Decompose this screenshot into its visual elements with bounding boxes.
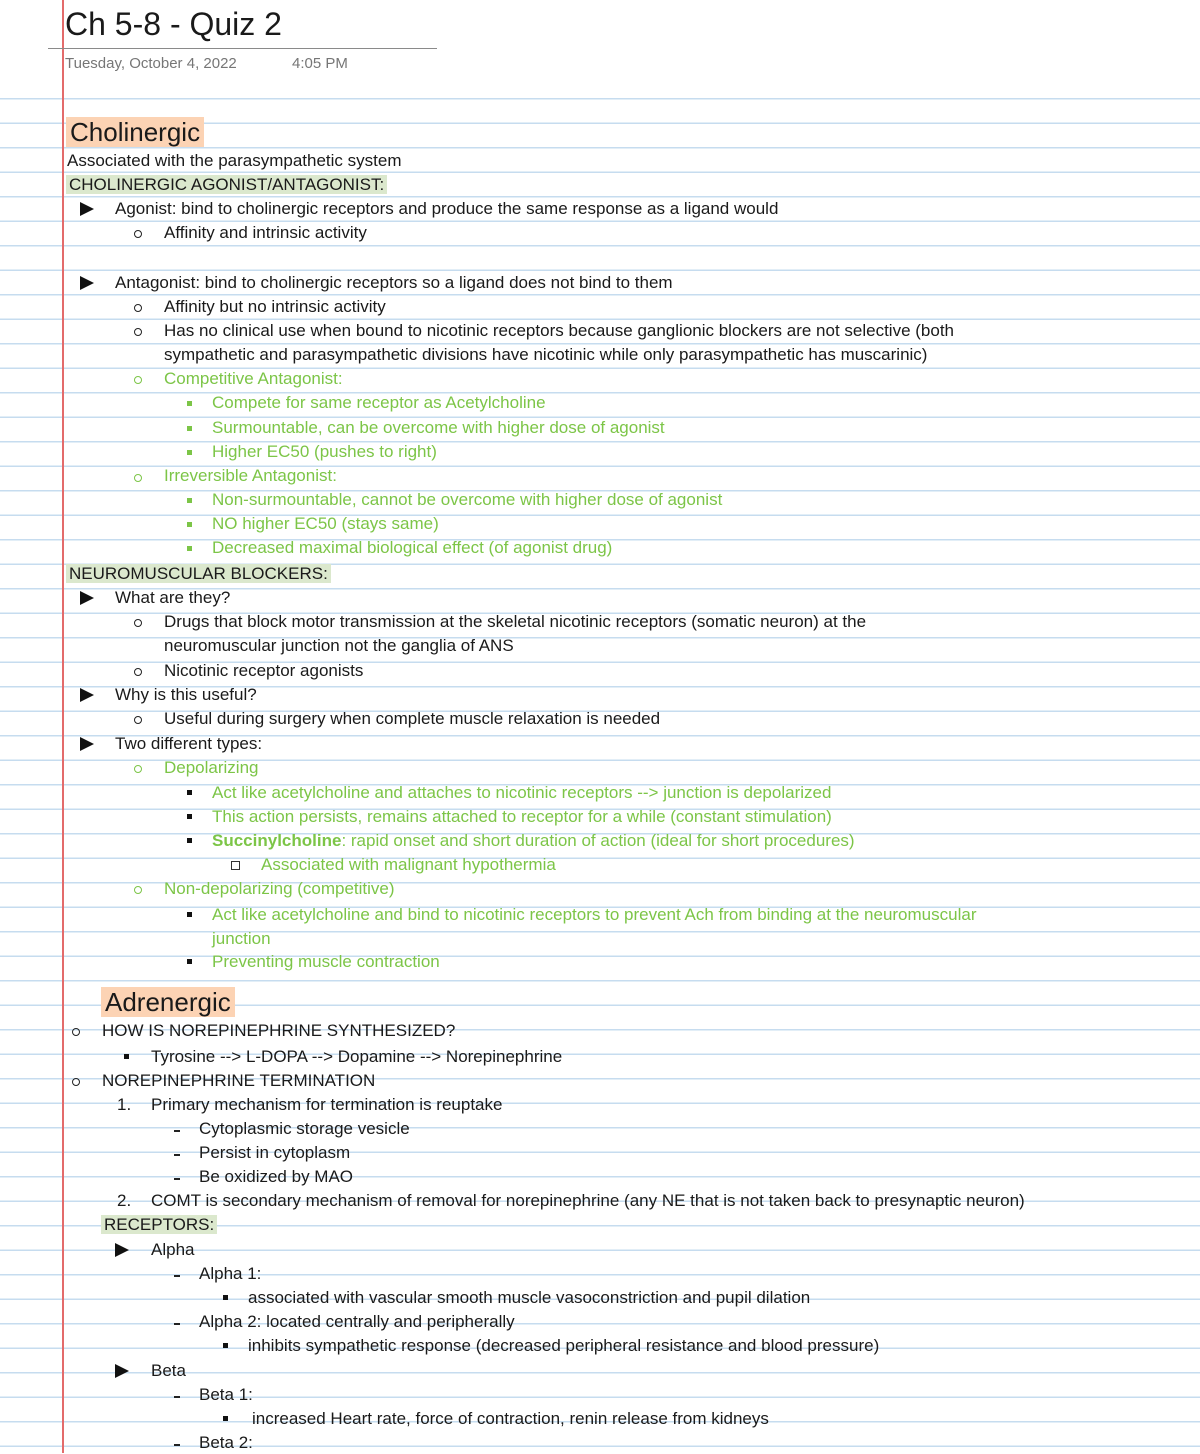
non-depolarizing-item: Act like acetylcholine and bind to nicotinic receptors to prevent Ach from binding at the neuromuscular xyxy=(212,905,977,924)
what-item-continued: neuromuscular junction not the ganglia of ANS xyxy=(164,636,514,655)
two-types: Two different types: xyxy=(115,734,263,753)
section-heading-cholinergic: Cholinergic xyxy=(66,116,204,148)
bullet-dash-icon xyxy=(174,1275,180,1277)
bullet-circle-icon xyxy=(72,1028,80,1036)
antagonist-item: Affinity but no intrinsic activity xyxy=(164,297,386,316)
bullet-arrow-icon xyxy=(115,1243,129,1257)
agonist-line: Agonist: bind to cholinergic receptors and produce the same response as a ligand would xyxy=(115,199,779,218)
bullet-square-icon xyxy=(187,522,192,527)
bullet-square-icon xyxy=(187,959,192,964)
what-are-they: What are they? xyxy=(115,588,231,607)
non-depolarizing: Non-depolarizing (competitive) xyxy=(164,879,395,898)
competitive-antagonist: Competitive Antagonist: xyxy=(164,369,343,388)
receptor-alpha-1: Alpha 1: xyxy=(199,1264,262,1283)
bullet-circle-icon xyxy=(72,1078,80,1086)
irreversible-item: Decreased maximal biological effect (of agonist drug) xyxy=(212,538,613,557)
bullet-open-square-icon xyxy=(231,861,240,870)
competitive-item: Compete for same receptor as Acetylcholine xyxy=(212,393,546,412)
bullet-square-icon xyxy=(124,1054,129,1059)
depolarizing-item: Act like acetylcholine and attaches to nicotinic receptors --> junction is depolarized xyxy=(212,783,832,802)
bullet-circle-icon xyxy=(134,328,142,336)
bullet-arrow-icon xyxy=(80,688,94,702)
receptor-beta: Beta xyxy=(151,1361,186,1380)
receptor-alpha-2-item: inhibits sympathetic response (decreased peripheral resistance and blood pressure) xyxy=(248,1336,880,1355)
what-item: Drugs that block motor transmission at the skeletal nicotinic receptors (somatic neuron) at the xyxy=(164,612,867,631)
receptor-beta-2: Beta 2: xyxy=(199,1433,253,1452)
bullet-square-icon xyxy=(223,1295,228,1300)
bullet-square-icon xyxy=(187,790,192,795)
title-underline xyxy=(48,48,437,49)
bullet-square-icon xyxy=(187,814,192,819)
subheading-receptors: RECEPTORS: xyxy=(101,1214,217,1236)
why-item: Useful during surgery when complete muscle relaxation is needed xyxy=(164,709,661,728)
antagonist-item-continued: sympathetic and parasympathetic divisions have nicotinic while only parasympathetic has muscarinic) xyxy=(164,345,928,364)
competitive-item: Surmountable, can be overcome with higher dose of agonist xyxy=(212,418,665,437)
bullet-square-icon xyxy=(187,838,192,843)
bullet-dash-icon xyxy=(174,1323,180,1325)
termination-heading: NOREPINEPHRINE TERMINATION xyxy=(102,1071,376,1090)
antagonist-item: Has no clinical use when bound to nicotinic receptors because ganglionic blockers are not selective (both xyxy=(164,321,955,340)
bullet-circle-icon xyxy=(134,886,142,894)
termination-item: COMT is secondary mechanism of removal for norepinephrine (any NE that is not taken back to presynaptic neuron) xyxy=(151,1191,1025,1210)
bullet-square-icon xyxy=(187,546,192,551)
irreversible-antagonist: Irreversible Antagonist: xyxy=(164,466,337,485)
list-number: 2. xyxy=(117,1191,132,1210)
bullet-circle-icon xyxy=(134,474,142,482)
bullet-square-icon xyxy=(187,912,192,917)
termination-subitem: Cytoplasmic storage vesicle xyxy=(199,1119,410,1138)
receptor-beta-1-item: increased Heart rate, force of contraction, renin release from kidneys xyxy=(252,1409,769,1428)
bullet-arrow-icon xyxy=(115,1364,129,1378)
bullet-dash-icon xyxy=(174,1130,180,1132)
termination-subitem: Persist in cytoplasm xyxy=(199,1143,351,1162)
section-heading-adrenergic: Adrenergic xyxy=(101,986,235,1018)
irreversible-item: Non-surmountable, cannot be overcome with higher dose of agonist xyxy=(212,490,723,509)
margin-line xyxy=(62,0,64,1453)
competitive-item: Higher EC50 (pushes to right) xyxy=(212,442,437,461)
bullet-arrow-icon xyxy=(80,276,94,290)
note-date: Tuesday, October 4, 2022 xyxy=(65,55,237,72)
receptor-alpha-2: Alpha 2: located centrally and peripherally xyxy=(199,1312,515,1331)
subheading-agonist-antagonist: CHOLINERGIC AGONIST/ANTAGONIST: xyxy=(66,174,387,196)
why-useful: Why is this useful? xyxy=(115,685,257,704)
what-item: Nicotinic receptor agonists xyxy=(164,661,364,680)
subheading-neuromuscular-blockers: NEUROMUSCULAR BLOCKERS: xyxy=(66,563,331,585)
bullet-dash-icon xyxy=(174,1396,180,1398)
bullet-square-icon xyxy=(223,1343,228,1348)
agonist-item: Affinity and intrinsic activity xyxy=(164,223,367,242)
bullet-arrow-icon xyxy=(80,737,94,751)
bullet-circle-icon xyxy=(134,765,142,773)
receptor-alpha-1-item: associated with vascular smooth muscle vasoconstriction and pupil dilation xyxy=(248,1288,811,1307)
termination-subitem: Be oxidized by MAO xyxy=(199,1167,354,1186)
bullet-square-icon xyxy=(187,426,192,431)
bullet-dash-icon xyxy=(174,1444,180,1446)
bullet-dash-icon xyxy=(174,1154,180,1156)
bullet-circle-icon xyxy=(134,619,142,627)
non-depolarizing-item-continued: junction xyxy=(212,929,271,948)
bullet-arrow-icon xyxy=(80,591,94,605)
receptor-beta-1: Beta 1: xyxy=(199,1385,253,1404)
page-title[interactable]: Ch 5-8 - Quiz 2 xyxy=(65,6,282,42)
irreversible-item: NO higher EC50 (stays same) xyxy=(212,514,439,533)
bullet-square-icon xyxy=(187,401,192,406)
bullet-circle-icon xyxy=(134,230,142,238)
bullet-circle-icon xyxy=(134,716,142,724)
non-depolarizing-item: Preventing muscle contraction xyxy=(212,952,440,971)
depolarizing-item: Succinylcholine: rapid onset and short duration of action (ideal for short procedures) xyxy=(212,831,855,850)
list-number: 1. xyxy=(117,1095,132,1114)
termination-item: Primary mechanism for termination is reuptake xyxy=(151,1095,503,1114)
bullet-circle-icon xyxy=(134,376,142,384)
bullet-arrow-icon xyxy=(80,202,94,216)
depolarizing: Depolarizing xyxy=(164,758,259,777)
synthesis-question: HOW IS NOREPINEPHRINE SYNTHESIZED? xyxy=(102,1021,456,1040)
bullet-square-icon xyxy=(187,498,192,503)
note-time: 4:05 PM xyxy=(292,55,348,72)
bullet-dash-icon xyxy=(174,1178,180,1180)
antagonist-line: Antagonist: bind to cholinergic receptors so a ligand does not bind to them xyxy=(115,273,673,292)
depolarizing-item: This action persists, remains attached to receptor for a while (constant stimulation) xyxy=(212,807,832,826)
bullet-circle-icon xyxy=(134,304,142,312)
bullet-square-icon xyxy=(187,450,192,455)
cholinergic-intro: Associated with the parasympathetic system xyxy=(67,151,402,170)
bullet-square-icon xyxy=(223,1416,228,1421)
bullet-circle-icon xyxy=(134,668,142,676)
receptor-alpha: Alpha xyxy=(151,1240,195,1259)
depolarizing-subitem: Associated with malignant hypothermia xyxy=(261,855,556,874)
synthesis-answer: Tyrosine --> L-DOPA --> Dopamine --> Norepinephrine xyxy=(151,1047,563,1066)
